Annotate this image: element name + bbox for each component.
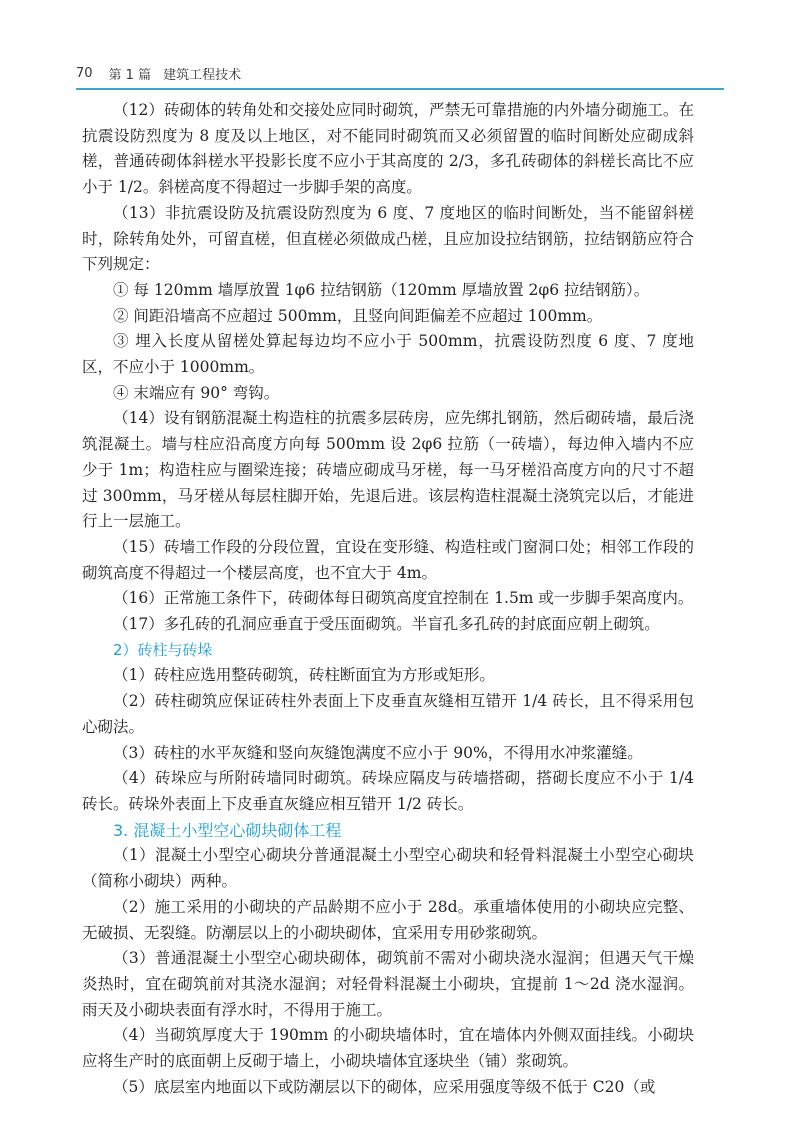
paragraph: （4）砖垛应与所附砖墙同时砌筑。砖垛应隔皮与砖墙搭砌，搭砌长度应不小于 1/4 砖长。砖垛外表面上下皮垂直灰缝应相互错开 1/2 砖长。 [82,769,694,813]
paragraph: （5）底层室内地面以下或防潮层以下的砌体，应采用强度等级不低于 C20（或 [113,1077,656,1096]
chapter-label: 第 1 篇 [108,68,152,83]
paragraph: （16）正常施工条件下，砖砌体每日砌筑高度宜控制在 1.5m 或一步脚手架高度内。 [113,589,694,608]
paragraph: （2）砖柱砌筑应保证砖柱外表面上下皮垂直灰缝相互错开 1/4 砖长，且不得采用包心砌法。 [82,692,694,736]
paragraph: （3）砖柱的水平灰缝和竖向灰缝饱满度不应小于 90%，不得用水冲浆灌缝。 [113,743,643,762]
header-title: 建筑工程技术 [163,68,242,83]
paragraph: （4）当砌筑厚度大于 190mm 的小砌块墙体时，宜在墙体内外侧双面挂线。小砌块应将生产时的底面朝上反砌于墙上，小砌块墙体宜逐块坐（铺）浆砌筑。 [82,1026,694,1071]
paragraph: （12）砖砌体的转角处和交接处应同时砌筑，严禁无可靠措施的内外墙分砌施工。在抗震设防烈度为 8 度及以上地区，对不能同时砌筑而又必须留置的临时间断处应砌成斜槎，普通砖砌体斜槎水平投影长度不应小于其高度的 2/3，多孔砖砌体的斜槎长高比不应小于 1/2。斜槎高度不得超过一步脚手架的高度。 [82,101,694,197]
paragraph: ③ 埋入长度从留槎处算起每边均不应小于 500mm，抗震设防烈度 6 度、7 度地区，不应小于 1000mm。 [82,332,694,377]
paragraph: （17）多孔砖的孔洞应垂直于受压面砌筑。半盲孔多孔砖的封底面应朝上砌筑。 [113,615,660,634]
section-heading: 3. 混凝土小型空心砌块砌体工程 [113,820,342,840]
paragraph: （2）施工采用的小砌块的产品龄期不应小于 28d。承重墙体使用的小砌块应完整、无破损、无裂缝。防潮层以上的小砌块砌体，宜采用专用砂浆砌筑。 [82,897,694,942]
body-text [82,98,694,1100]
paragraph: ② 间距沿墙高不应超过 500mm，且竖向间距偏差不应超过 100mm。 [113,306,603,325]
paragraph: （15）砖墙工作段的分段位置，宜设在变形缝、构造柱或门窗洞口处；相邻工作段的砌筑高度不得超过一个楼层高度，也不宜大于 4m。 [82,537,694,582]
paragraph: （1）砖柱应选用整砖砌筑，砖柱断面宜为方形或矩形。 [113,666,495,685]
running-header [76,64,241,83]
page-number: 70 [76,66,93,81]
paragraph: （3）普通混凝土小型空心砌块砌体，砌筑前不需对小砌块浇水湿润；但遇天气干燥炎热时，宜在砌筑前对其浇水湿润；对轻骨料混凝土小砌块，宜提前 1～2d 浇水湿润。雨天及小砌块表面有浮水时，不得用于施工。 [82,949,694,1019]
paragraph: （1）混凝土小型空心砌块分普通混凝土小型空心砌块和轻骨料混凝土小型空心砌块（简称小砌块）两种。 [82,846,694,891]
paragraph: （14）设有钢筋混凝土构造柱的抗震多层砖房，应先绑扎钢筋，然后砌砖墙，最后浇筑混凝土。墙与柱应沿高度方向每 500mm 设 2φ6 拉筋（一砖墙），每边伸入墙内不应少于 1m；构造柱应与圈梁连接；砖墙应砌成马牙槎，每一马牙槎沿高度方向的尺寸不超过 300mm，马牙槎从每层柱脚开始，先退后进。该层构造柱混凝土浇筑完以后，才能进行上一层施工。 [82,409,694,531]
paragraph: ④ 末端应有 90° 弯钩。 [113,383,280,402]
header-rule [76,88,724,90]
subsection-heading: 2）砖柱与砖垛 [113,640,213,659]
paragraph: ① 每 120mm 墙厚放置 1φ6 拉结钢筋（120mm 厚墙放置 2φ6 拉结钢筋）。 [113,280,650,299]
paragraph: （13）非抗震设防及抗震设防烈度为 6 度、7 度地区的临时间断处，当不能留斜槎时，除转角处外，可留直槎，但直槎必须做成凸槎，且应加设拉结钢筋，拉结钢筋应符合下列规定： [82,203,694,274]
